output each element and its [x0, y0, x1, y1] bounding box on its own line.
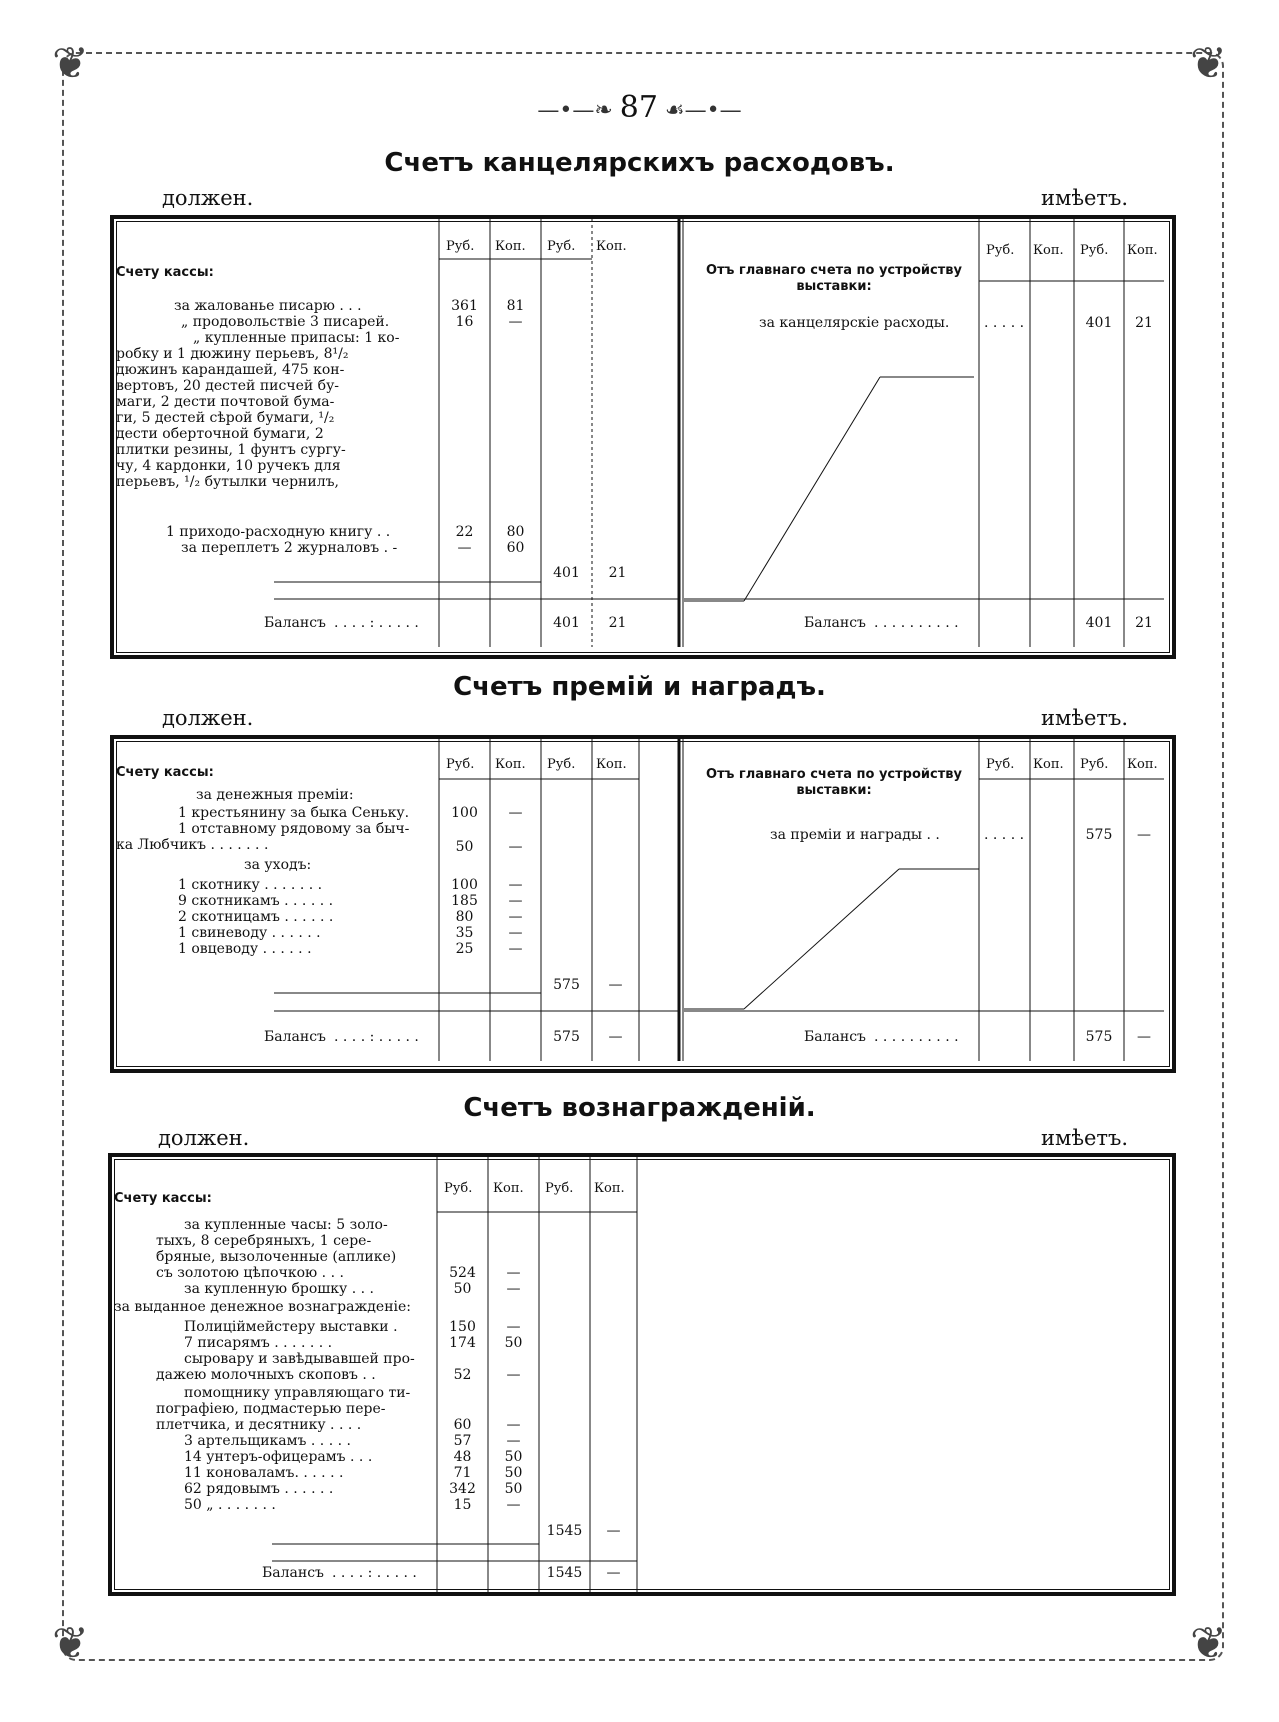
- flourish-right-icon: ☙—•—: [657, 98, 742, 123]
- entry-text: 11 коноваламъ. . . . . .: [184, 1465, 344, 1481]
- entry-text: 9 скотникамъ . . . . . .: [178, 893, 334, 909]
- col-rub: Руб.: [547, 757, 576, 772]
- balance-rub: 1545: [546, 1565, 583, 1581]
- entry-rub: 361: [451, 298, 478, 314]
- corner-ornament-icon: ❦: [1190, 1618, 1227, 1669]
- entry-rub: 174: [449, 1335, 476, 1351]
- col-kop: Коп.: [495, 757, 526, 772]
- leader-dots: . . . . . . . . . .: [874, 615, 959, 631]
- entry-text: 50 „ . . . . . . .: [184, 1497, 276, 1513]
- entry-text: 1 свиневоду . . . . . .: [178, 925, 321, 941]
- account-table: [108, 1153, 1176, 1596]
- col-kop: Коп.: [495, 239, 526, 254]
- leader-dots: . . . . .: [984, 827, 1025, 843]
- left-head: Счету кассы:: [116, 765, 214, 780]
- entry-text: 2 скотницамъ . . . . . .: [178, 909, 334, 925]
- section-title: Счетъ вознагражденій.: [463, 1093, 816, 1123]
- balance-label: Балансъ: [804, 1029, 866, 1045]
- right-entry: за преміи и награды . .: [770, 827, 940, 843]
- entry-text: съ золотою цѣпочкою . . .: [156, 1265, 344, 1281]
- col-rub: Руб.: [986, 243, 1015, 258]
- entry-kop: —: [508, 909, 523, 925]
- entry-text: плетчика, и десятнику . . . .: [156, 1417, 362, 1433]
- entry-text: дюжинъ карандашей, 475 кон-: [116, 362, 345, 378]
- leader-dots: . . . . . . . . . .: [874, 1029, 959, 1045]
- corner-ornament-icon: ❦: [1190, 38, 1227, 89]
- entry-text: „ купленные припасы: 1 ко-: [193, 330, 400, 346]
- entry-text: бряные, вызолоченные (аплике): [156, 1249, 397, 1265]
- right-rub: 575: [1085, 827, 1113, 843]
- entry-text: 1 овцеводу . . . . . .: [178, 941, 312, 957]
- total-rub: 1545: [546, 1523, 583, 1539]
- entry-rub: 15: [453, 1497, 472, 1513]
- entry-rub: 52: [453, 1367, 472, 1383]
- entry-text: 1 приходо-расходную книгу . .: [166, 524, 391, 540]
- balance-label: Балансъ: [264, 615, 326, 631]
- col-rub: Руб.: [545, 1181, 574, 1196]
- entry-text: перьевъ, ¹/₂ бутылки чернилъ,: [116, 474, 339, 490]
- flourish-left-icon: —•—❧: [537, 98, 620, 123]
- entry-text: за выданное денежное вознагражденіе:: [114, 1299, 412, 1315]
- leader-dots: . . . . : . . . . .: [332, 1565, 417, 1581]
- page-number: 87: [619, 90, 658, 125]
- balance-label: Балансъ: [264, 1029, 326, 1045]
- leader-dots: . . . . .: [984, 315, 1025, 331]
- entry-kop: —: [508, 839, 523, 855]
- credit-label: имѣетъ.: [1041, 1126, 1129, 1150]
- col-rub: Руб.: [444, 1181, 473, 1196]
- balance-rub: 575: [1085, 1029, 1113, 1045]
- entry-rub: 50: [455, 839, 474, 855]
- entry-text: ги, 5 дестей сѣрой бумаги, ¹/₂: [116, 410, 335, 426]
- entry-kop: 60: [506, 540, 525, 556]
- left-head: Счету кассы:: [114, 1191, 212, 1206]
- entry-rub: 57: [453, 1433, 472, 1449]
- entry-text: 14 унтеръ-офицерамъ . . .: [184, 1449, 373, 1465]
- entry-kop: —: [506, 1281, 521, 1297]
- balance-kop: —: [1137, 1029, 1151, 1045]
- col-kop: Коп.: [596, 757, 627, 772]
- entry-kop: —: [508, 877, 523, 893]
- total-rub: 401: [553, 565, 580, 581]
- entry-kop: —: [506, 1265, 521, 1281]
- page-number-line: [0, 90, 1279, 125]
- entry-text: „ продовольствіе 3 писарей.: [181, 314, 390, 330]
- entry-rub: 185: [451, 893, 478, 909]
- entry-text: сыровару и завѣдывавшей про-: [184, 1351, 415, 1367]
- leader-dots: . . . . : . . . . .: [334, 615, 419, 631]
- total-kop: —: [608, 977, 623, 993]
- debit-label: должен.: [162, 186, 254, 210]
- credit-label: имѣетъ.: [1041, 186, 1129, 210]
- total-rub: 575: [553, 977, 580, 993]
- entry-kop: —: [506, 1497, 521, 1513]
- entry-rub: —: [457, 540, 472, 556]
- leader-dots: . . . . : . . . . .: [334, 1029, 419, 1045]
- right-rub: 401: [1085, 315, 1113, 331]
- total-kop: 21: [608, 565, 627, 581]
- col-rub: Руб.: [986, 757, 1015, 772]
- debit-label: должен.: [162, 706, 254, 730]
- entry-text: 1 крестьянину за быка Сеньку.: [178, 805, 410, 821]
- entry-kop: —: [508, 925, 523, 941]
- entry-text: тыхъ, 8 серебряныхъ, 1 сере-: [156, 1233, 372, 1249]
- entry-kop: —: [506, 1417, 521, 1433]
- subhead: за денежныя преміи:: [196, 787, 354, 803]
- entry-kop: —: [506, 1319, 521, 1335]
- right-kop: —: [1137, 827, 1151, 843]
- col-rub: Руб.: [547, 239, 576, 254]
- entry-text: за переплетъ 2 журналовъ . -: [181, 540, 398, 556]
- section-title: Счетъ премій и наградъ.: [453, 672, 826, 702]
- entry-rub: 71: [453, 1465, 472, 1481]
- account-table: [110, 735, 1176, 1073]
- entry-rub: 50: [453, 1281, 472, 1297]
- balance-kop: —: [606, 1565, 621, 1581]
- col-rub: Руб.: [446, 757, 475, 772]
- entry-text: 1 скотнику . . . . . . .: [178, 877, 323, 893]
- col-rub: Руб.: [446, 239, 475, 254]
- balance-kop: 21: [1135, 615, 1153, 631]
- balance-kop: —: [608, 1029, 623, 1045]
- col-kop: Коп.: [596, 239, 627, 254]
- col-kop: Коп.: [493, 1181, 524, 1196]
- balance-rub: 401: [553, 615, 580, 631]
- account-table: [110, 215, 1176, 659]
- right-kop: 21: [1135, 315, 1153, 331]
- balance-label: Балансъ: [262, 1565, 324, 1581]
- entry-text: помощнику управляющаго ти-: [184, 1385, 411, 1401]
- entry-rub: 80: [455, 909, 474, 925]
- entry-text: ка Любчикъ . . . . . . .: [116, 837, 269, 853]
- total-kop: —: [606, 1523, 621, 1539]
- entry-kop: —: [508, 314, 523, 330]
- entry-text: за купленные часы: 5 золо-: [184, 1217, 388, 1233]
- entry-text: дести оберточной бумаги, 2: [116, 426, 324, 442]
- entry-text: 7 писарямъ . . . . . . .: [184, 1335, 333, 1351]
- balance-rub: 575: [553, 1029, 580, 1045]
- entry-text: чу, 4 кардонки, 10 ручекъ для: [116, 458, 341, 474]
- entry-text: маги, 2 дести почтовой бума-: [116, 394, 335, 410]
- col-rub: Руб.: [1080, 757, 1109, 772]
- entry-text: дажею молочныхъ скоповъ . .: [156, 1367, 376, 1383]
- balance-kop: 21: [608, 615, 627, 631]
- entry-kop: —: [508, 805, 523, 821]
- entry-rub: 60: [453, 1417, 472, 1433]
- balance-rub: 401: [1085, 615, 1113, 631]
- entry-rub: 100: [451, 805, 478, 821]
- col-kop: Коп.: [1127, 243, 1158, 258]
- col-kop: Коп.: [1033, 757, 1064, 772]
- entry-text: 3 артельщикамъ . . . . .: [184, 1433, 351, 1449]
- right-head: Отъ главнаго счета по устройству выставки:: [706, 263, 962, 294]
- credit-label: имѣетъ.: [1041, 706, 1129, 730]
- col-kop: Коп.: [1127, 757, 1158, 772]
- entry-text: робку и 1 дюжину перьевъ, 8¹/₂: [116, 346, 349, 362]
- debit-label: должен.: [158, 1126, 250, 1150]
- col-kop: Коп.: [594, 1181, 625, 1196]
- entry-kop: 81: [506, 298, 525, 314]
- balance-label: Балансъ: [804, 615, 866, 631]
- entry-kop: —: [506, 1433, 521, 1449]
- col-rub: Руб.: [1080, 243, 1109, 258]
- entry-text: пографіею, подмастерью пере-: [156, 1401, 386, 1417]
- entry-rub: 100: [451, 877, 478, 893]
- corner-ornament-icon: ❦: [52, 38, 89, 89]
- entry-kop: 50: [504, 1481, 523, 1497]
- entry-rub: 48: [453, 1449, 472, 1465]
- entry-rub: 22: [455, 524, 474, 540]
- entry-kop: 50: [504, 1449, 523, 1465]
- entry-rub: 25: [455, 941, 474, 957]
- entry-rub: 35: [455, 925, 474, 941]
- subhead: за уходъ:: [244, 857, 312, 873]
- entry-rub: 150: [449, 1319, 476, 1335]
- col-kop: Коп.: [1033, 243, 1064, 258]
- left-head: Счету кассы:: [116, 265, 214, 280]
- entry-text: 62 рядовымъ . . . . . .: [184, 1481, 334, 1497]
- entry-rub: 16: [455, 314, 474, 330]
- entry-rub: 342: [449, 1481, 476, 1497]
- entry-kop: —: [508, 941, 523, 957]
- entry-text: 1 отставному рядовому за быч-: [178, 821, 410, 837]
- entry-text: за купленную брошку . . .: [184, 1281, 374, 1297]
- corner-ornament-icon: ❦: [52, 1618, 89, 1669]
- entry-kop: —: [506, 1367, 521, 1383]
- entry-kop: 50: [504, 1335, 523, 1351]
- entry-kop: —: [508, 893, 523, 909]
- entry-text: за жалованье писарю . . .: [174, 298, 362, 314]
- right-head: Отъ главнаго счета по устройству выставки:: [706, 767, 962, 798]
- entry-text: вертовъ, 20 дестей писчей бу-: [116, 378, 340, 394]
- entry-text: плитки резины, 1 фунтъ сургу-: [116, 442, 346, 458]
- right-entry: за канцелярскіе расходы.: [759, 315, 950, 331]
- entry-kop: 80: [506, 524, 525, 540]
- section-title: Счетъ канцелярскихъ расходовъ.: [384, 148, 895, 178]
- entry-rub: 524: [449, 1265, 476, 1281]
- entry-text: Полиціймейстеру выставки .: [184, 1319, 398, 1335]
- entry-kop: 50: [504, 1465, 523, 1481]
